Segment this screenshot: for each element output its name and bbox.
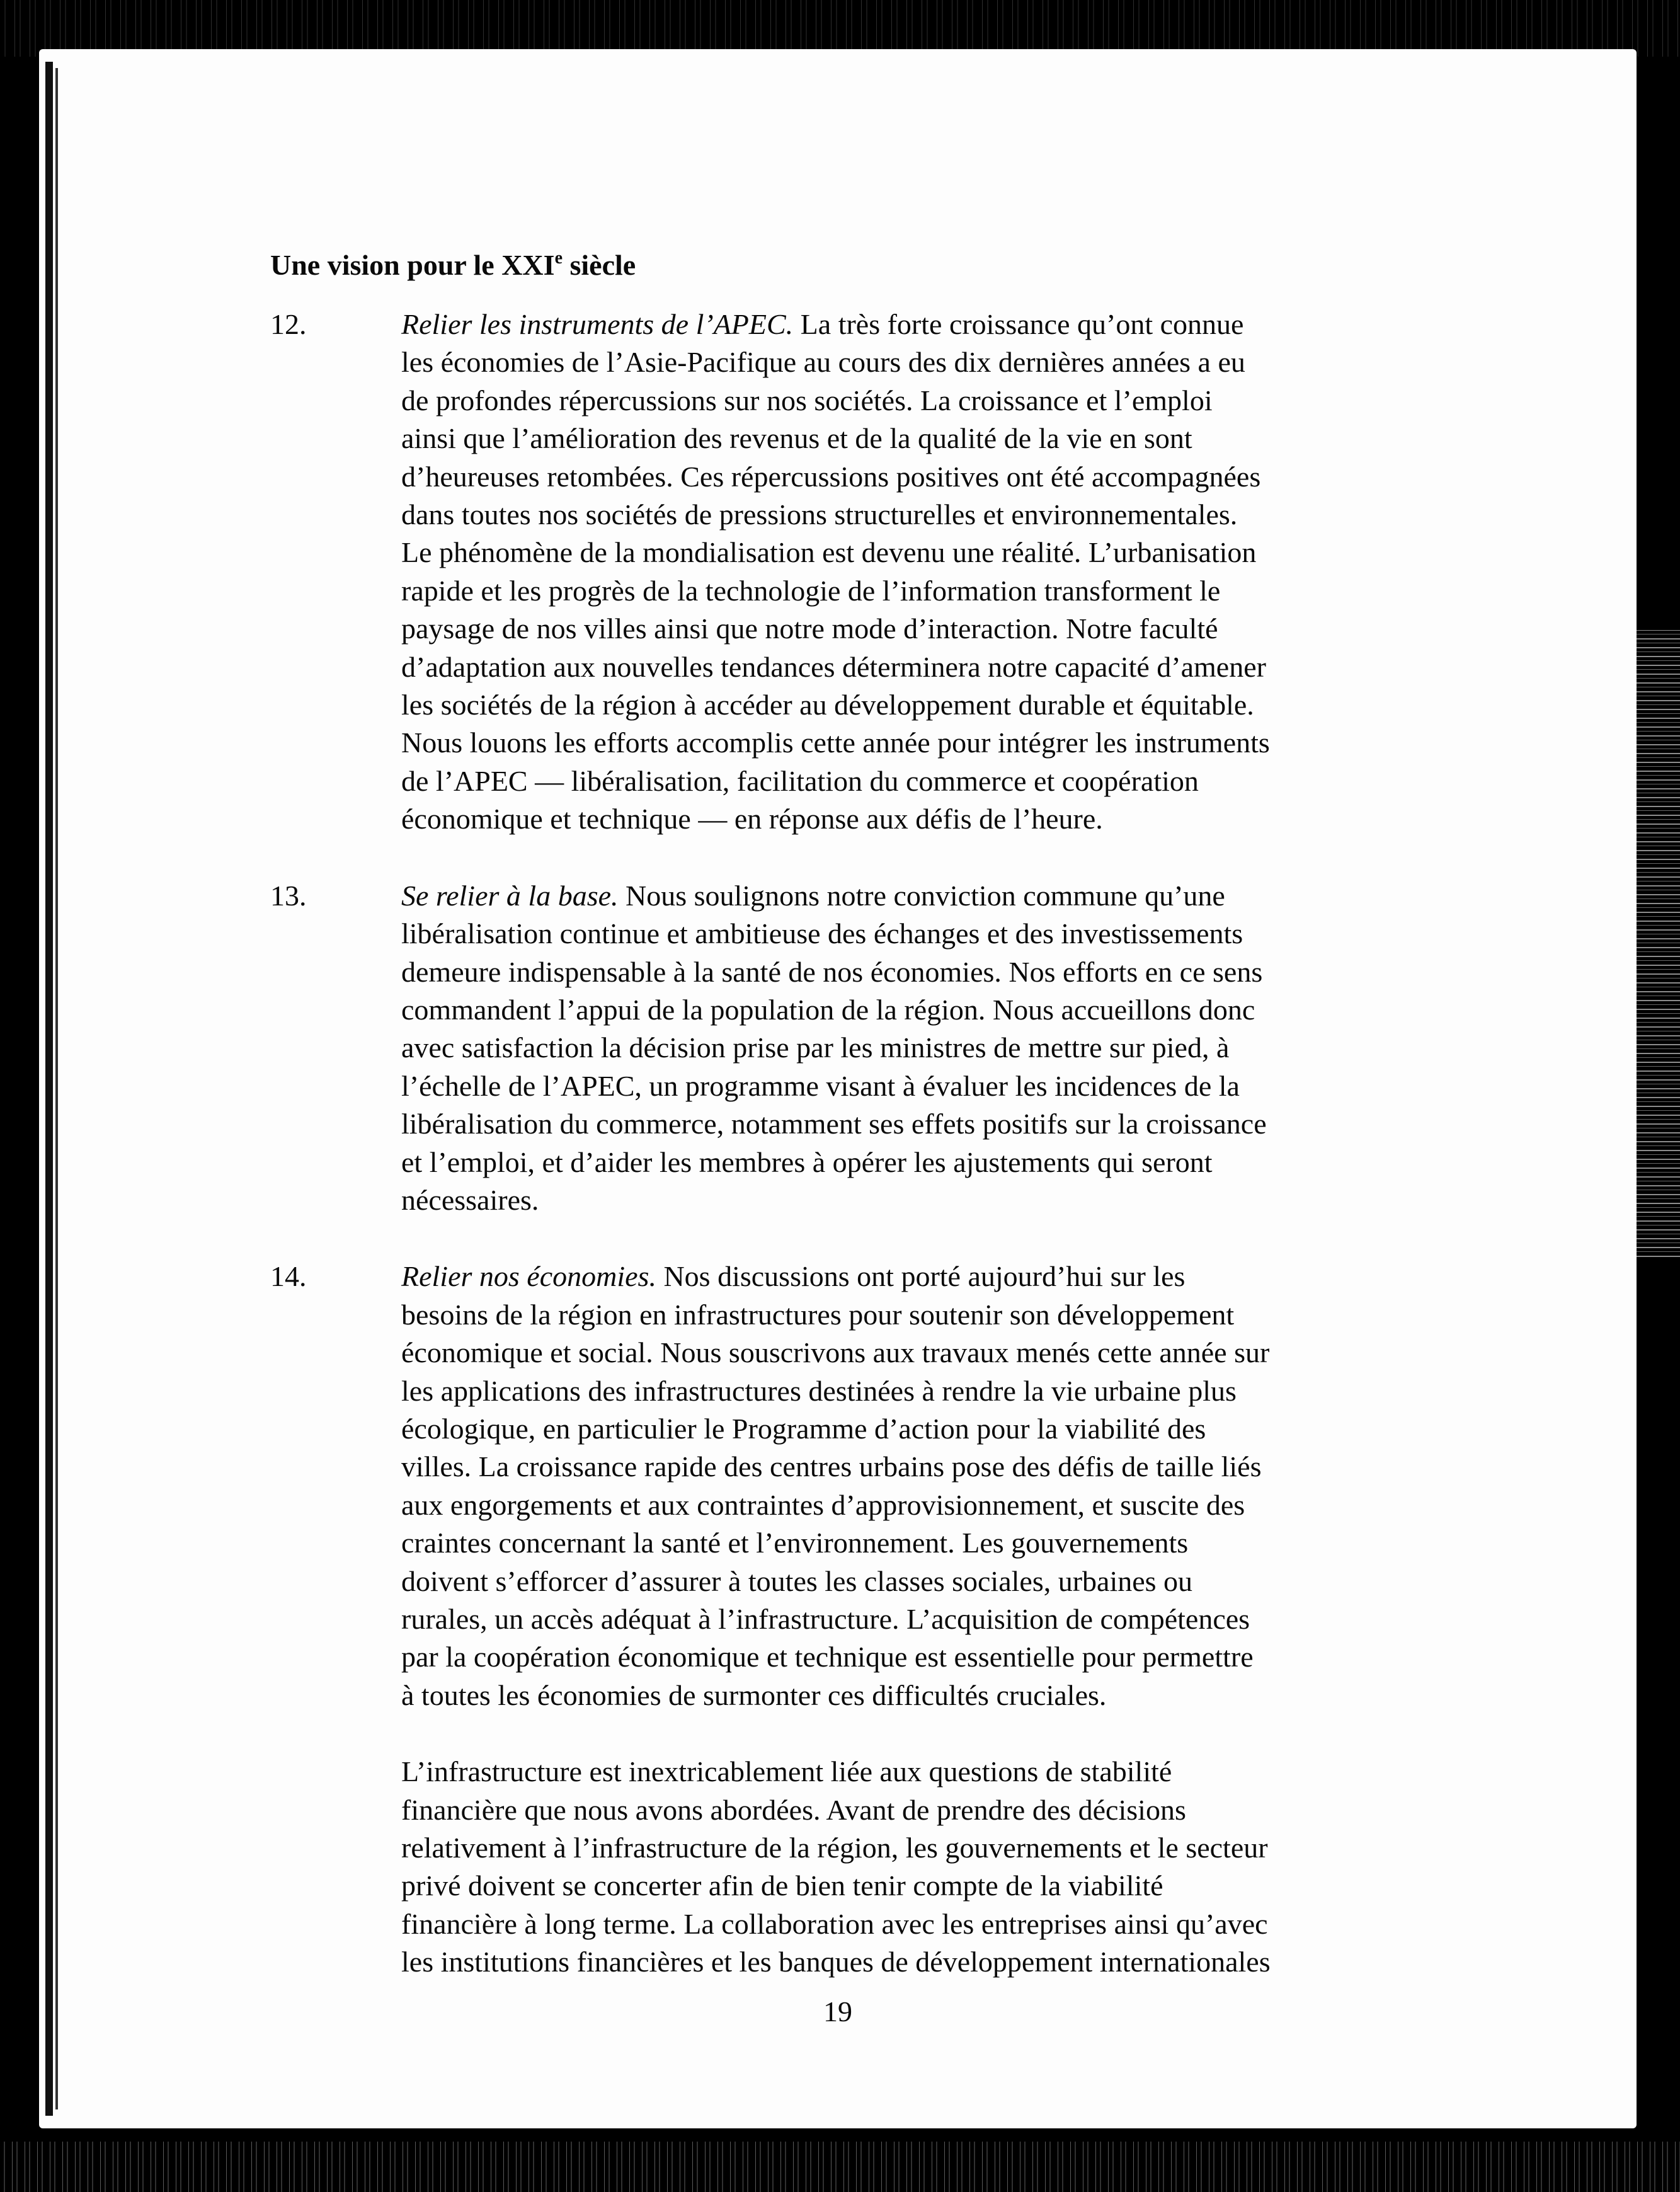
paragraph-line: L’infrastructure est inextricablement liée aux questions de stabilité [401,1755,1172,1788]
paragraph-line: doivent s’efforcer d’assurer à toutes les classes sociales, urbaines ou [401,1564,1193,1597]
paragraph-line: de profondes répercussions sur nos sociétés. La croissance et l’emploi [401,384,1213,416]
scan-border-bottom [0,2142,1680,2192]
paragraph-line: à toutes les économies de surmonter ces difficultés cruciales. [401,1678,1107,1711]
paragraph-line: nécessaires. [401,1183,539,1216]
paragraph-line: villes. La croissance rapide des centres urbains pose des défis de taille liés [401,1450,1262,1483]
section-heading [270,246,1404,284]
paragraph-line: écologique, en particulier le Programme d’action pour la viabilité des [401,1412,1206,1445]
paragraph-line [401,306,1404,343]
paragraph-number: 13. [270,879,307,912]
paragraph-line: dans toutes nos sociétés de pressions structurelles et environnementales. [401,498,1238,531]
paragraph-line: les applications des infrastructures destinées à rendre la vie urbaine plus [401,1374,1237,1407]
paragraph-line: financière à long terme. La collaboration avec les entreprises ainsi qu’avec [401,1907,1268,1940]
paragraph-line: privé doivent se concerter afin de bien tenir compte de la viabilité [401,1869,1163,1902]
paragraph-lead-title: Se relier à la base. [401,879,619,912]
paragraph-line: paysage de nos villes ainsi que notre mode d’interaction. Notre faculté [401,612,1218,645]
paragraph-line: relativement à l’infrastructure de la région, les gouvernements et le secteur [401,1832,1268,1864]
page-content [270,246,1404,1982]
paragraph-line: les institutions financières et les banques de développement internationales [401,1946,1271,1978]
section-heading-suffix: siècle [563,249,636,281]
paragraph-line: les économies de l’Asie-Pacifique au cours des dix dernières années a eu [401,346,1245,379]
paragraph-number: 14. [270,1260,307,1293]
paragraph-line: avec satisfaction la décision prise par les ministres de mettre sur pied, à [401,1031,1230,1064]
numbered-paragraph [270,306,1404,839]
binding-edge [45,62,53,2116]
paragraph-line: d’heureuses retombées. Ces répercussions positives ont été accompagnées [401,460,1261,493]
document-page [39,49,1637,2128]
section-heading-superscript: e [554,248,563,268]
scan-border-top [0,0,1680,57]
paragraph-line-text: Nous soulignons notre conviction commune qu’une [618,879,1225,912]
paragraph-line: rapide et les progrès de la technologie de l’information transforment le [401,574,1221,607]
section-heading-prefix: Une vision pour le XXI [270,249,555,281]
paragraph-line: craintes concernant la santé et l’environnement. Les gouvernements [401,1527,1189,1559]
paragraph-line: les sociétés de la région à accéder au développement durable et équitable. [401,689,1254,721]
paragraph-lead-title: Relier nos économies. [401,1260,656,1293]
paragraph-line: économique et technique — en réponse aux défis de l’heure. [401,803,1103,835]
paragraph-line: et l’emploi, et d’aider les membres à opérer les ajustements qui seront [401,1145,1213,1178]
paragraph-line-text: La très forte croissance qu’ont connue [793,308,1244,340]
paragraph-number: 12. [270,308,307,340]
paragraph-line: besoins de la région en infrastructures pour soutenir son développement [401,1298,1235,1331]
paragraph-line: l’échelle de l’APEC, un programme visant à évaluer les incidences de la [401,1069,1240,1102]
page-number: 19 [823,1995,852,2028]
paragraph-line: aux engorgements et aux contraintes d’approvisionnement, et suscite des [401,1488,1245,1521]
paragraph-line: ainsi que l’amélioration des revenus et de la qualité de la vie en sont [401,422,1192,455]
paragraph-line [401,877,1404,915]
paragraph-line: libéralisation continue et ambitieuse des échanges et des investissements [401,917,1243,950]
paragraph-line [401,1258,1404,1295]
paragraph-line: rurales, un accès adéquat à l’infrastructure. L’acquisition de compétences [401,1603,1250,1635]
paragraph-list [270,306,1404,1714]
binding-edge-inner [55,68,58,2109]
paragraph-line-text: Nos discussions ont porté aujourd’hui sur les [656,1260,1186,1293]
paragraph-line: Le phénomène de la mondialisation est devenu une réalité. L’urbanisation [401,536,1257,569]
paragraph-line: d’adaptation aux nouvelles tendances déterminera notre capacité d’amener [401,650,1266,683]
paragraph-line: Nous louons les efforts accomplis cette année pour intégrer les instruments [401,726,1270,759]
numbered-paragraph [270,1258,1404,1714]
numbered-paragraph [270,877,1404,1220]
continuation-paragraph [270,1753,1404,1981]
paragraph-line: par la coopération économique et technique est essentielle pour permettre [401,1641,1254,1673]
paragraph-line: commandent l’appui de la population de la région. Nous accueillons donc [401,993,1255,1026]
paragraph-line: libéralisation du commerce, notamment ses effets positifs sur la croissance [401,1108,1267,1140]
paragraph-line: demeure indispensable à la santé de nos économies. Nos efforts en ce sens [401,955,1263,988]
paragraph-line: financière que nous avons abordées. Avant de prendre des décisions [401,1793,1186,1826]
scan-border-right [1635,630,1680,1260]
paragraph-line: économique et social. Nous souscrivons aux travaux menés cette année sur [401,1336,1270,1369]
paragraph-lead-title: Relier les instruments de l’APEC. [401,308,794,340]
paragraph-line: de l’APEC — libéralisation, facilitation du commerce et coopération [401,764,1199,797]
